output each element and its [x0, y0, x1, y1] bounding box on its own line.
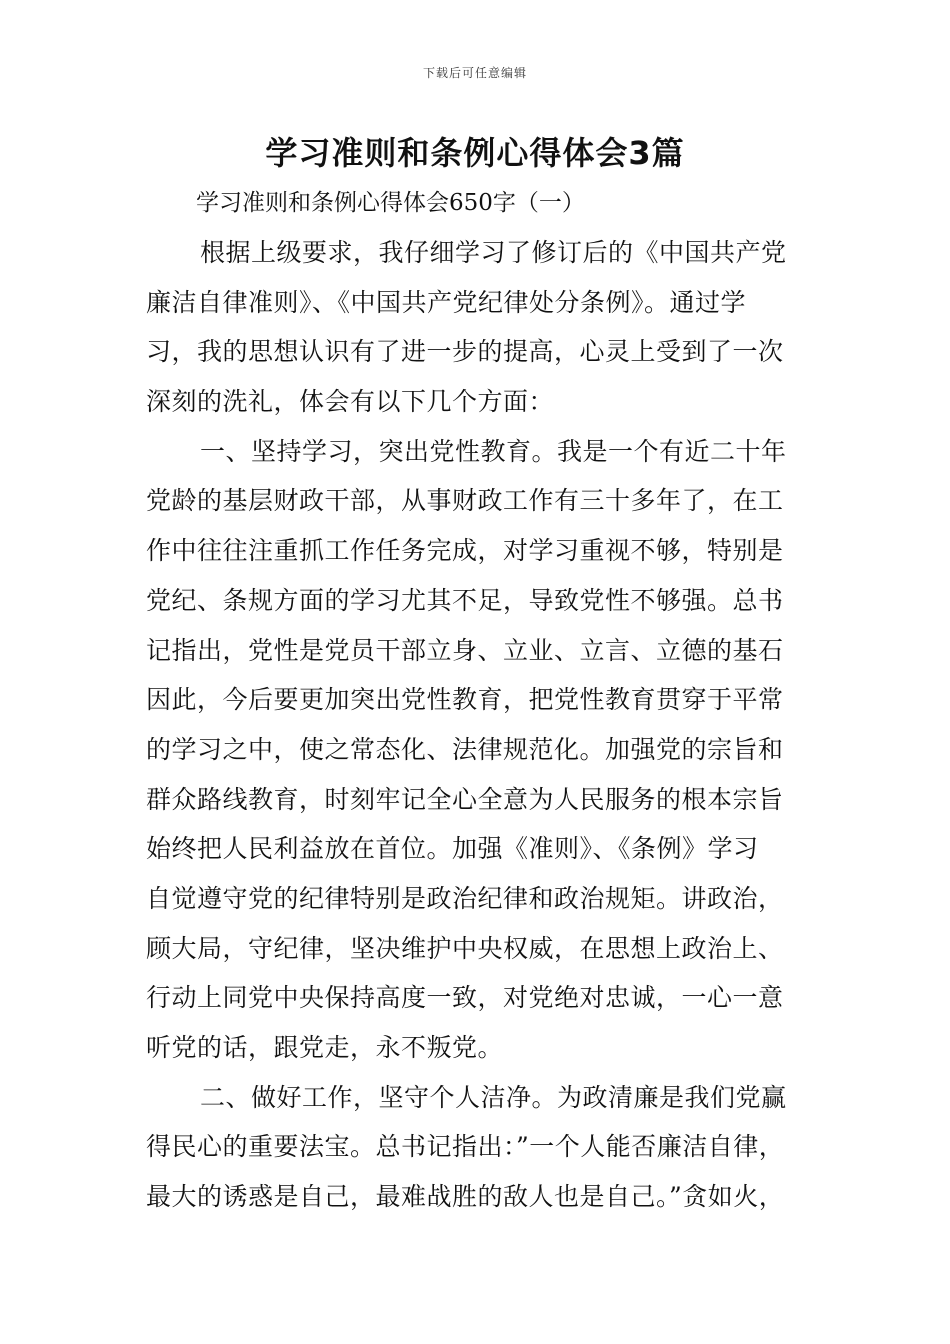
paragraph-line: 行动上同党中央保持高度一致，对党绝对忠诚，一心一意: [146, 983, 784, 1013]
paragraph-line: 得民心的重要法宝。总书记指出：”一个人能否廉洁自律，: [146, 1132, 785, 1162]
body-text: [146, 228, 816, 1222]
paragraph-line: 党龄的基层财政干部，从事财政工作有三十多年了，在工: [146, 486, 784, 516]
section-subtitle: 学习准则和条例心得体会650字（一）: [196, 190, 585, 216]
paragraph-line: 记指出，党性是党员干部立身、立业、立言、立德的基石: [146, 635, 784, 665]
paragraph-line: 听党的话，跟党走，永不叛党。: [146, 1033, 504, 1062]
paragraph-line: 因此，今后要更加突出党性教育，把党性教育贯穿于平常: [146, 685, 784, 715]
paragraph-line: 廉洁自律准则》、《中国共产党纪律处分条例》。通过学: [146, 287, 747, 317]
paragraph-line: 根据上级要求，我仔细学习了修订后的《中国共产党: [200, 238, 787, 267]
paragraph-line: 党纪、条规方面的学习尤其不足，导致党性不够强。总书: [146, 585, 784, 615]
paragraph-line: 群众路线教育，时刻牢记全心全意为人民服务的根本宗旨: [146, 784, 784, 814]
document-title: 学习准则和条例心得体会3篇: [265, 134, 685, 172]
paragraph-line: 的学习之中，使之常态化、法律规范化。加强党的宗旨和: [146, 734, 784, 764]
paragraph-line: 自觉遵守党的纪律特别是政治纪律和政治规矩。讲政治，: [146, 883, 784, 913]
paragraph-line: 最大的诱惑是自己，最难战胜的敌人也是自己。”贪如火，: [146, 1182, 785, 1212]
paragraph-line: 顾大局，守纪律，坚决维护中央权威，在思想上政治上、: [146, 933, 784, 963]
paragraph-line: 始终把人民利益放在首位。加强《准则》、《条例》学习: [146, 834, 759, 864]
paragraph-line: 习，我的思想认识有了进一步的提高，心灵上受到了一次: [146, 337, 784, 367]
paragraph-line: 深刻的洗礼，体会有以下几个方面：: [146, 387, 555, 417]
header-note: 下载后可任意编辑: [422, 66, 527, 80]
paragraph-line: 一、坚持学习，突出党性教育。我是一个有近二十年: [200, 436, 787, 466]
paragraph-line: 二、做好工作，坚守个人洁净。为政清廉是我们党赢: [200, 1082, 787, 1112]
paragraph-line: 作中往往注重抓工作任务完成，对学习重视不够，特别是: [146, 536, 784, 566]
